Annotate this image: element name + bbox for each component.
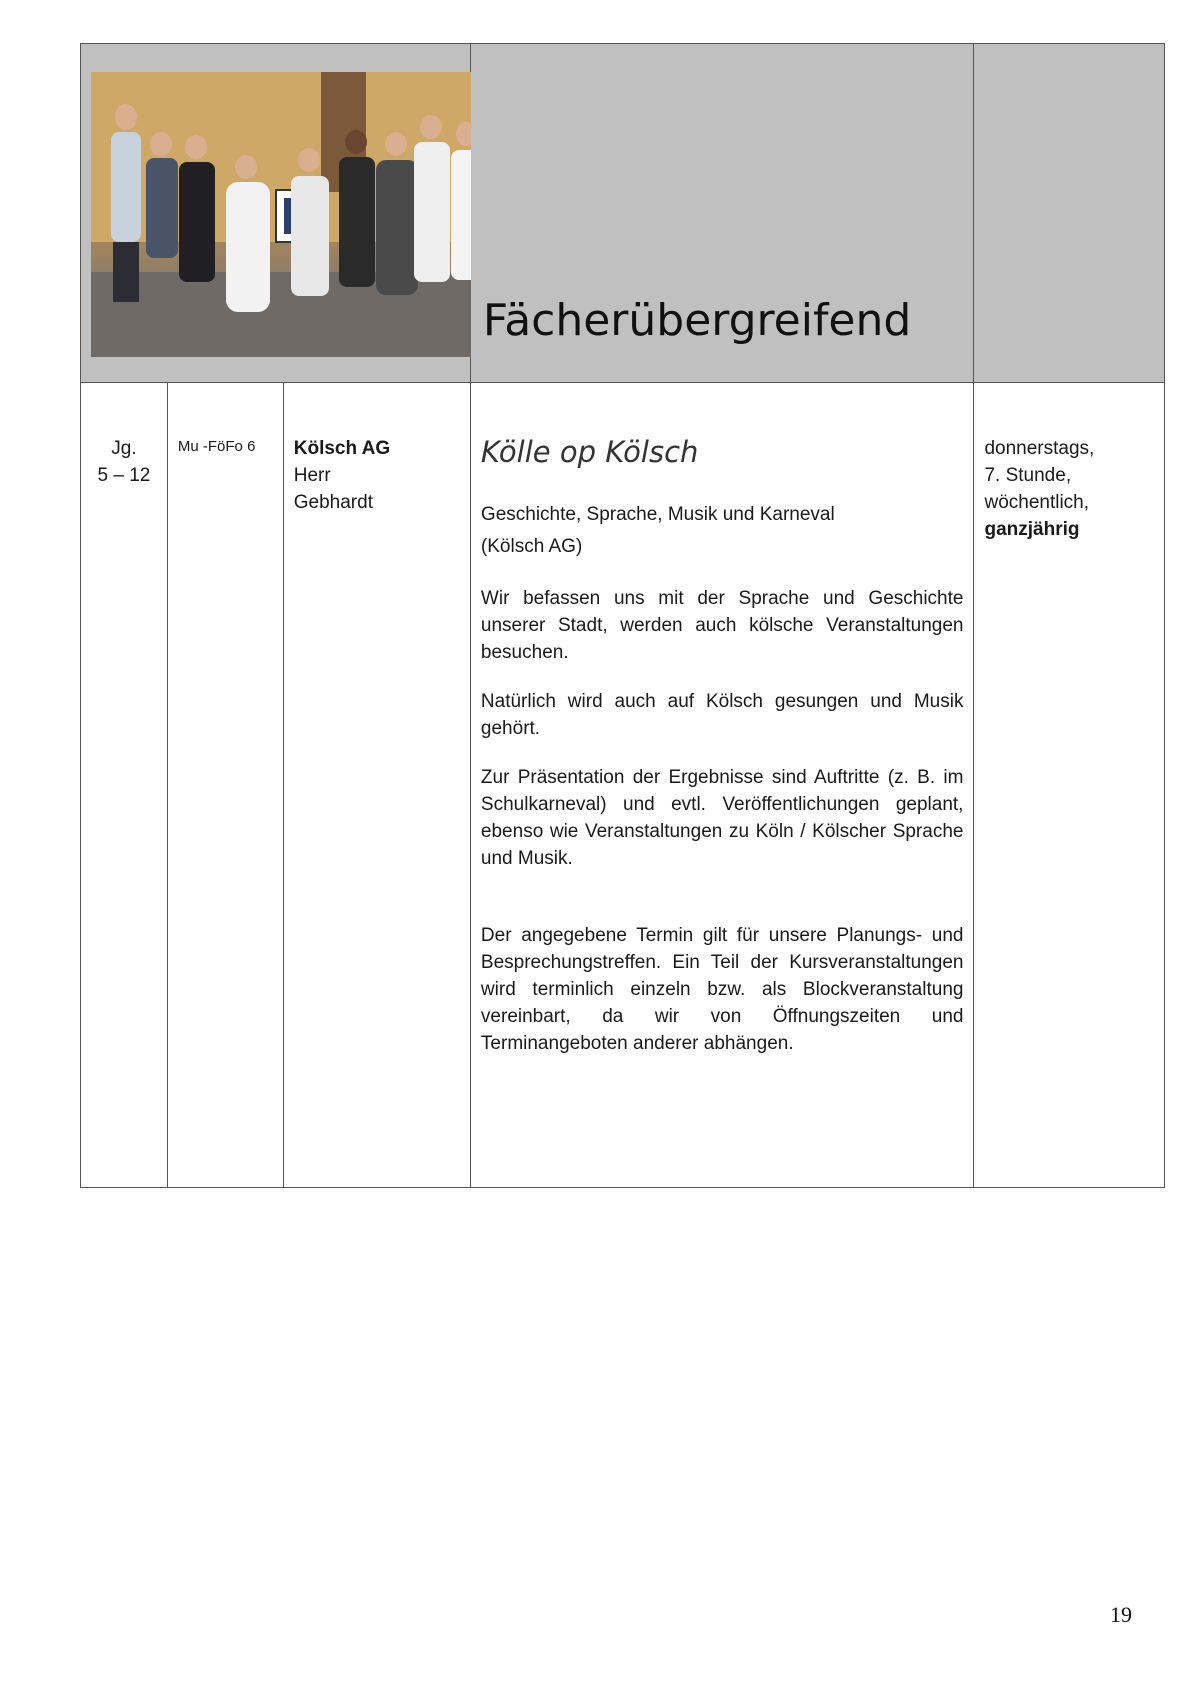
grade-cell xyxy=(81,383,168,1188)
description-paragraph: Zur Präsentation der Ergebnisse sind Auftritte (z. B. im Schulkarneval) und evtl. Veröffentlichungen geplant, ebenso wie Veranstaltungen zu Köln / Kölscher Sprache und Musik. xyxy=(480,767,964,869)
code-cell xyxy=(167,383,283,1188)
course-name: Kölsch AG xyxy=(293,438,391,459)
schedule-cell xyxy=(974,383,1165,1188)
header-row xyxy=(81,44,1165,383)
description-paragraph: Natürlich wird auch auf Kölsch gesungen und Musik gehört. xyxy=(480,691,964,739)
schedule-period: 7. Stunde, xyxy=(984,465,1072,486)
course-title: Kölle op Kölsch xyxy=(480,435,699,469)
course-row xyxy=(81,383,1165,1188)
teacher-line-1: Herr xyxy=(293,465,331,486)
course-subtitle-2: (Kölsch AG) xyxy=(480,536,583,557)
section-title: Fächerübergreifend xyxy=(482,295,912,346)
grade-range: 5 – 12 xyxy=(97,465,151,486)
teacher-line-2: Gebhardt xyxy=(293,492,373,513)
schedule-frequency: wöchentlich, xyxy=(984,492,1090,513)
course-subtitle-1: Geschichte, Sprache, Musik und Karneval xyxy=(480,504,835,525)
course-code: Mu -FöFo 6 xyxy=(177,438,256,455)
course-table xyxy=(80,43,1165,1188)
description-paragraph: Der angegebene Termin gilt für unsere Planungs- und Besprechungstreffen. Ein Teil der Kursveranstaltungen wird terminlich einzeln bzw. als Blockveranstaltung vereinbart, da wir von Öffnungszeiten und Terminangeboten anderer abhängen. xyxy=(480,925,964,1054)
schedule-day: donnerstags, xyxy=(984,438,1095,459)
section-title-cell xyxy=(470,44,974,383)
grade-label: Jg. xyxy=(111,438,137,459)
course-sheet xyxy=(80,43,1165,1188)
page-number: 19 xyxy=(1110,1602,1132,1627)
header-empty-cell xyxy=(974,44,1165,383)
group-photo xyxy=(91,72,481,357)
photo-cell xyxy=(81,44,471,383)
name-cell xyxy=(283,383,470,1188)
description-cell xyxy=(470,383,974,1188)
schedule-duration: ganzjährig xyxy=(984,519,1080,540)
description-paragraph: Wir befassen uns mit der Sprache und Geschichte unserer Stadt, werden auch kölsche Veranstaltungen besuchen. xyxy=(480,588,964,663)
